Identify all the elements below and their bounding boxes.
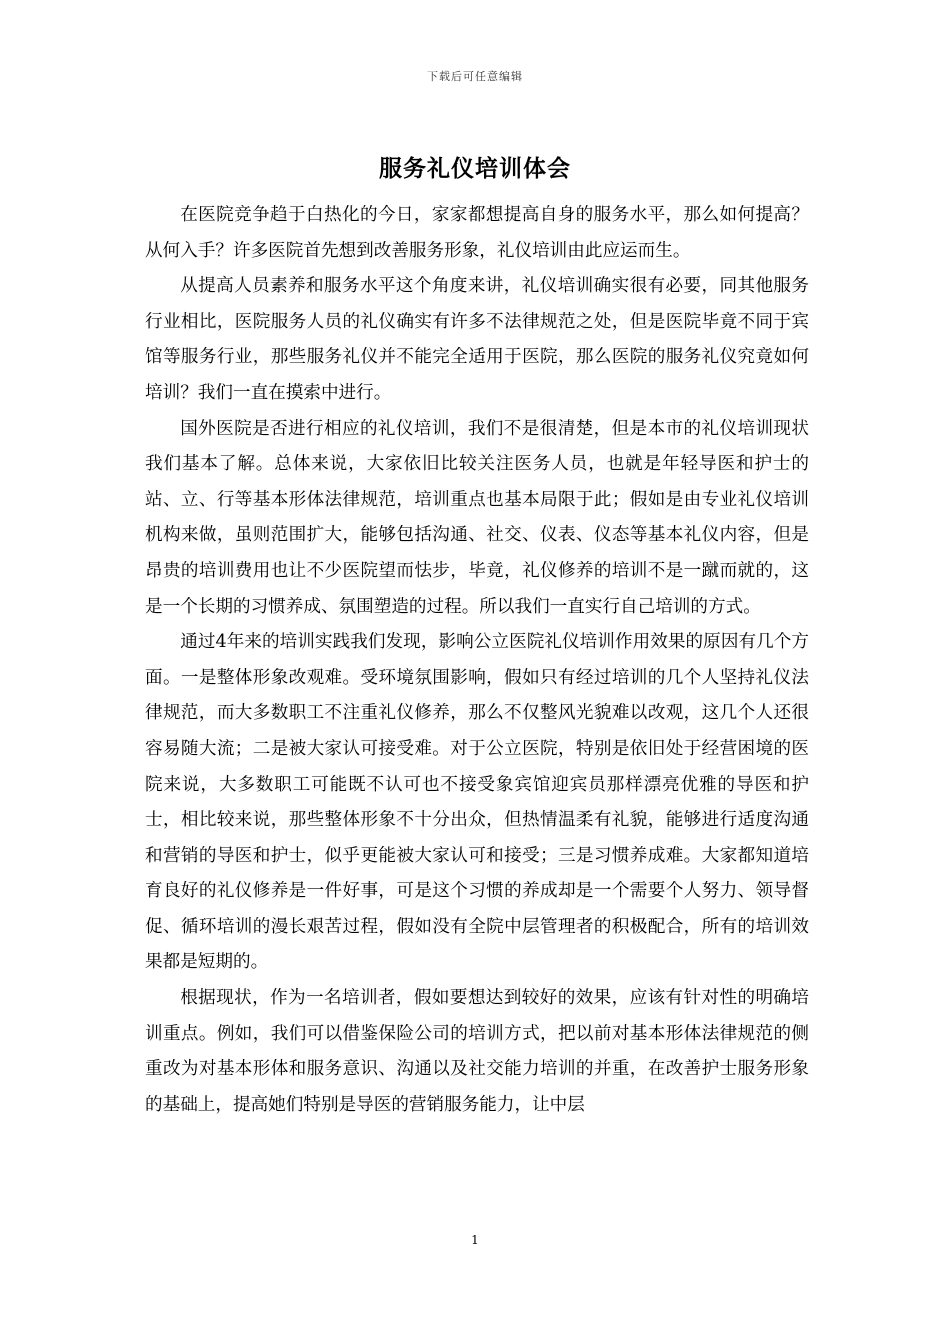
paragraph: 国外医院是否进行相应的礼仪培训，我们不是很清楚，但是本市的礼仪培训现状我们基本了解。总体来说，大家依旧比较关注医务人员，也就是年轻导医和护士的站、立、行等基本形体法律规范，培训重点也基本局限于此；假如是由专业礼仪培训机构来做，虽则范围扩大，能够包括沟通、社交、仪表、仪态等基本礼仪内容，但是昂贵的培训费用也让不少医院望而怯步，毕竟，礼仪修养的培训不是一蹴而就的，这是一个长期的习惯养成、氛围塑造的过程。所以我们一直实行自己培训的方式。 [145,418,809,617]
document-title: 服务礼仪培训体会 [379,155,571,182]
page-number: 1 [471,1233,479,1247]
paragraph: 在医院竞争趋于白热化的今日，家家都想提高自身的服务水平，那么如何提高？从何入手？许多医院首先想到改善服务形象，礼仪培训由此应运而生。 [145,205,809,261]
document-body [145,198,809,1123]
paragraph: 根据现状，作为一名培训者，假如要想达到较好的效果，应该有针对性的明确培训重点。例如，我们可以借鉴保险公司的培训方式，把以前对基本形体法律规范的侧重改为对基本形体和服务意识、沟通以及社交能力培训的并重，在改善护士服务形象的基础上，提高她们特别是导医的营销服务能力，让中层 [145,988,809,1115]
header-note: 下载后可任意编辑 [427,70,523,83]
paragraph: 通过4年来的培训实践我们发现，影响公立医院礼仪培训作用效果的原因有几个方面。一是整体形象改观难。受环境氛围影响，假如只有经过培训的几个人坚持礼仪法律规范，而大多数职工不注重礼仪修养，那么不仅整风光貌难以改观，这几个人还很容易随大流；二是被大家认可接受难。对于公立医院，特别是依旧处于经营困境的医院来说，大多数职工可能既不认可也不接受象宾馆迎宾员那样漂亮优雅的导医和护士，相比较来说，那些整体形象不十分出众，但热情温柔有礼貌，能够进行适度沟通和营销的导医和护士，似乎更能被大家认可和接受；三是习惯养成难。大家都知道培育良好的礼仪修养是一件好事，可是这个习惯的养成却是一个需要个人努力、领导督促、循环培训的漫长艰苦过程，假如没有全院中层管理者的积极配合，所有的培训效果都是短期的。 [145,632,809,973]
paragraph: 从提高人员素养和服务水平这个角度来讲，礼仪培训确实很有必要，同其他服务行业相比，医院服务人员的礼仪确实有许多不法律规范之处，但是医院毕竟不同于宾馆等服务行业，那些服务礼仪并不能完全适用于医院，那么医院的服务礼仪究竟如何培训？我们一直在摸索中进行。 [145,276,809,403]
